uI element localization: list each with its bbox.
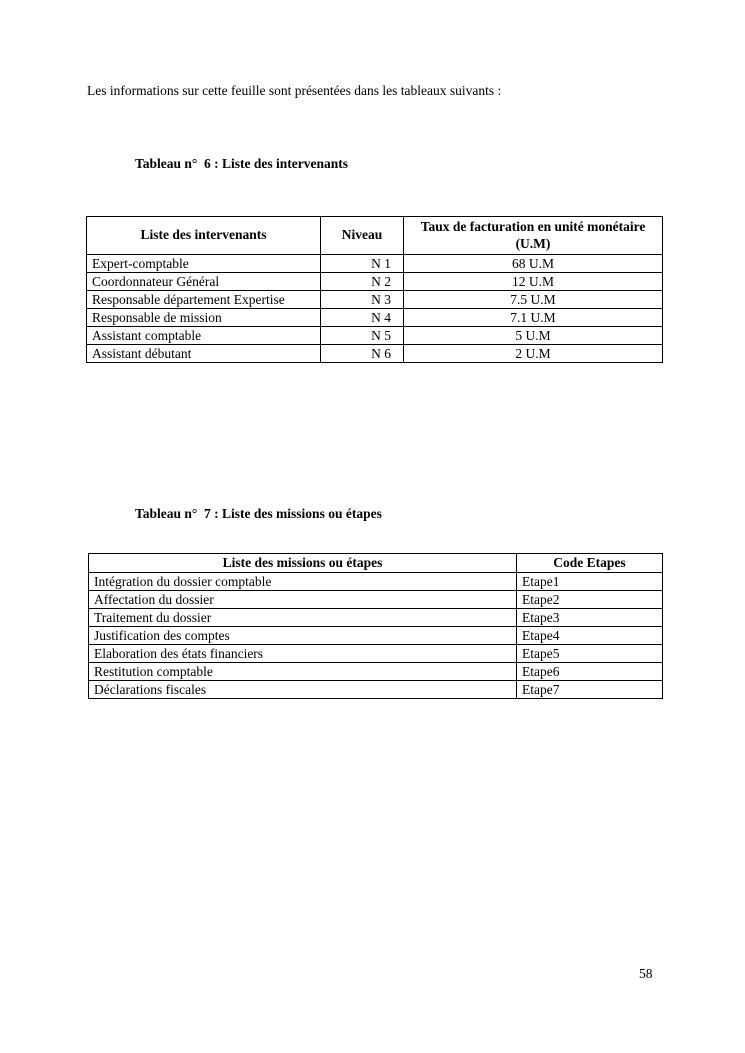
intervenant-niveau: N 2 bbox=[321, 273, 404, 291]
header-niveau: Niveau bbox=[321, 217, 404, 255]
table-missions bbox=[88, 553, 663, 699]
mission-code: Etape7 bbox=[517, 681, 663, 699]
mission-name: Traitement du dossier bbox=[89, 609, 517, 627]
intervenant-niveau: N 1 bbox=[321, 255, 404, 273]
mission-code: Etape1 bbox=[517, 573, 663, 591]
mission-code: Etape5 bbox=[517, 645, 663, 663]
table-row bbox=[87, 255, 663, 273]
table-row bbox=[89, 573, 663, 591]
intervenant-name: Responsable de mission bbox=[87, 309, 321, 327]
mission-name: Restitution comptable bbox=[89, 663, 517, 681]
table-row bbox=[89, 681, 663, 699]
intervenant-taux: 2 U.M bbox=[404, 345, 663, 363]
intervenant-name: Responsable département Expertise bbox=[87, 291, 321, 309]
intervenant-name: Assistant débutant bbox=[87, 345, 321, 363]
mission-code: Etape6 bbox=[517, 663, 663, 681]
table-row bbox=[87, 273, 663, 291]
table-6-caption: Tableau n° 6 : Liste des intervenants bbox=[135, 156, 349, 171]
intervenant-niveau: N 3 bbox=[321, 291, 404, 309]
table-row bbox=[87, 291, 663, 309]
table-row bbox=[89, 591, 663, 609]
table-intervenants bbox=[86, 216, 663, 363]
table-header-row bbox=[89, 554, 663, 573]
page-number: 58 bbox=[639, 966, 653, 981]
intervenant-niveau: N 6 bbox=[321, 345, 404, 363]
header-liste-intervenants: Liste des intervenants bbox=[87, 217, 321, 255]
intervenant-name: Coordonnateur Général bbox=[87, 273, 321, 291]
intervenant-taux: 12 U.M bbox=[404, 273, 663, 291]
table-row bbox=[87, 309, 663, 327]
mission-code: Etape3 bbox=[517, 609, 663, 627]
intro-paragraph: Les informations sur cette feuille sont présentées dans les tableaux suivants : bbox=[87, 82, 502, 98]
table-row bbox=[89, 645, 663, 663]
intervenant-name: Expert-comptable bbox=[87, 255, 321, 273]
mission-name: Justification des comptes bbox=[89, 627, 517, 645]
intervenant-taux: 7.1 U.M bbox=[404, 309, 663, 327]
intervenant-taux: 68 U.M bbox=[404, 255, 663, 273]
mission-code: Etape4 bbox=[517, 627, 663, 645]
mission-name: Intégration du dossier comptable bbox=[89, 573, 517, 591]
table-7-caption: Tableau n° 7 : Liste des missions ou étapes bbox=[135, 506, 382, 521]
table-header-row bbox=[87, 217, 663, 255]
intervenant-name: Assistant comptable bbox=[87, 327, 321, 345]
table-row bbox=[89, 663, 663, 681]
table-row bbox=[89, 627, 663, 645]
table-row bbox=[89, 609, 663, 627]
header-code-etapes: Code Etapes bbox=[517, 554, 663, 573]
mission-name: Déclarations fiscales bbox=[89, 681, 517, 699]
mission-name: Affectation du dossier bbox=[89, 591, 517, 609]
table-row bbox=[87, 345, 663, 363]
mission-code: Etape2 bbox=[517, 591, 663, 609]
intervenant-niveau: N 5 bbox=[321, 327, 404, 345]
intervenant-taux: 5 U.M bbox=[404, 327, 663, 345]
intervenant-taux: 7.5 U.M bbox=[404, 291, 663, 309]
header-taux: Taux de facturation en unité monétaire (U.M) bbox=[404, 217, 663, 255]
intervenant-niveau: N 4 bbox=[321, 309, 404, 327]
header-liste-missions: Liste des missions ou étapes bbox=[89, 554, 517, 573]
table-row bbox=[87, 327, 663, 345]
mission-name: Elaboration des états financiers bbox=[89, 645, 517, 663]
